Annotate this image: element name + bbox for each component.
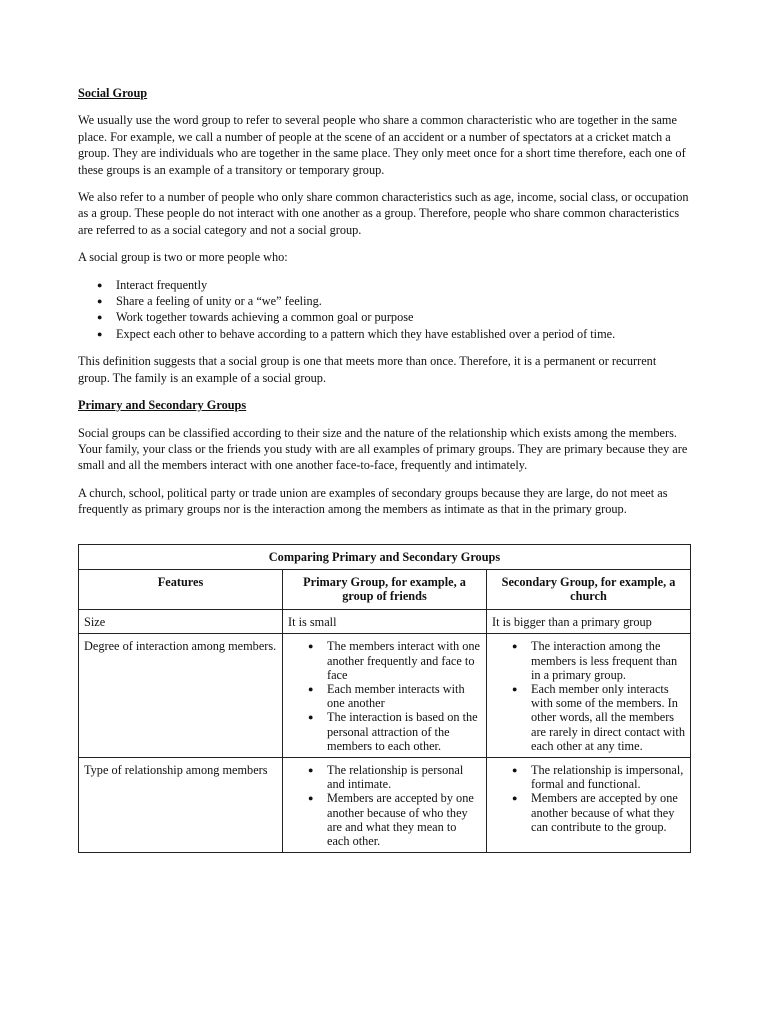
list-item: ● Each member interacts with one another [327,682,481,710]
table-row [79,610,691,634]
paragraph: A church, school, political party or trade union are examples of secondary groups because they are large, do not meet as frequently as primary groups nor is the interaction among the members as intimate as that in the primary group. [78,485,668,517]
column-header-secondary: Secondary Group, for example, a church [487,569,691,609]
paragraph: Social groups can be classified according to their size and the nature of the relationship which exists among the members. Your family, your class or the friends you study with are all examples of primary groups. They are primary because they are small and all the members interact with one another face-to-face, frequently and intimately. [78,425,688,473]
table-cell-secondary: It is bigger than a primary group [487,610,691,634]
list-item: ● Work together towards achieving a common goal or purpose [116,309,690,325]
list-item: ● Share a feeling of unity or a “we” feeling. [116,293,690,309]
heading-social-group: Social Group [78,86,148,100]
table-cell-primary [283,634,487,758]
column-header-features: Features [79,569,283,609]
table-cell-secondary [487,757,691,852]
heading-primary-secondary-groups: Primary and Secondary Groups [78,398,247,413]
table-cell-secondary [487,634,691,758]
list-item: ● Interact frequently [116,277,690,293]
column-header-primary: Primary Group, for example, a group of friends [283,569,487,609]
table-caption-row [79,544,691,569]
list-item: ● The interaction is based on the personal attraction of the members to each other. [327,710,481,753]
table-row [79,634,691,758]
social-group-criteria-list [78,277,690,343]
table-cell-feature: Type of relationship among members [79,757,283,852]
paragraph: A social group is two or more people who: [78,250,288,265]
cell-list [288,639,481,753]
table-caption: Comparing Primary and Secondary Groups [79,544,691,569]
list-item: ● The relationship is impersonal, formal and functional. [531,763,685,791]
cell-list [492,639,685,753]
table-cell-feature: Degree of interaction among members. [79,634,283,758]
paragraph: This definition suggests that a social group is one that meets more than once. Therefore, it is a permanent or recurrent group. The family is an example of a social group. [78,354,657,385]
table-cell-primary: It is small [283,610,487,634]
list-item: ● The relationship is personal and intimate. [327,763,481,791]
list-item: ● Expect each other to behave according to a pattern which they have established over a period of time. [116,326,690,342]
list-item: ● The interaction among the members is less frequent than in a primary group. [531,639,685,682]
list-item: ● Each member only interacts with some of the members. In other words, all the members are rarely in direct contact with each other at any time. [531,682,685,753]
cell-list [288,763,481,848]
cell-list [492,763,685,834]
document-content [78,85,690,853]
list-item: ● The members interact with one another frequently and face to face [327,639,481,682]
comparison-table [78,544,691,854]
table-cell-feature: Size [79,610,283,634]
list-item: ● Members are accepted by one another because of what they can contribute to the group. [531,791,685,834]
paragraph: We also refer to a number of people who only share common characteristics such as age, income, social class, or occupation as a group. These people do not interact with one another as a group. Therefore, people who share common characteristics are referred to as a social category and not a social group. [78,190,689,237]
list-item: ● Members are accepted by one another because of who they are and what they mean to each other. [327,791,481,848]
table-cell-primary [283,757,487,852]
table-header-row [79,569,691,609]
paragraph: We usually use the word group to refer to several people who share a common characteristic who are together in the same place. For example, we call a number of people at the scene of an accident or a number of spectators at a cricket match a group. They are individuals who are together in the same place. They only meet once for a short time therefore, each one of these groups is an example of a transitory or temporary group. [78,113,686,177]
table-row [79,757,691,852]
